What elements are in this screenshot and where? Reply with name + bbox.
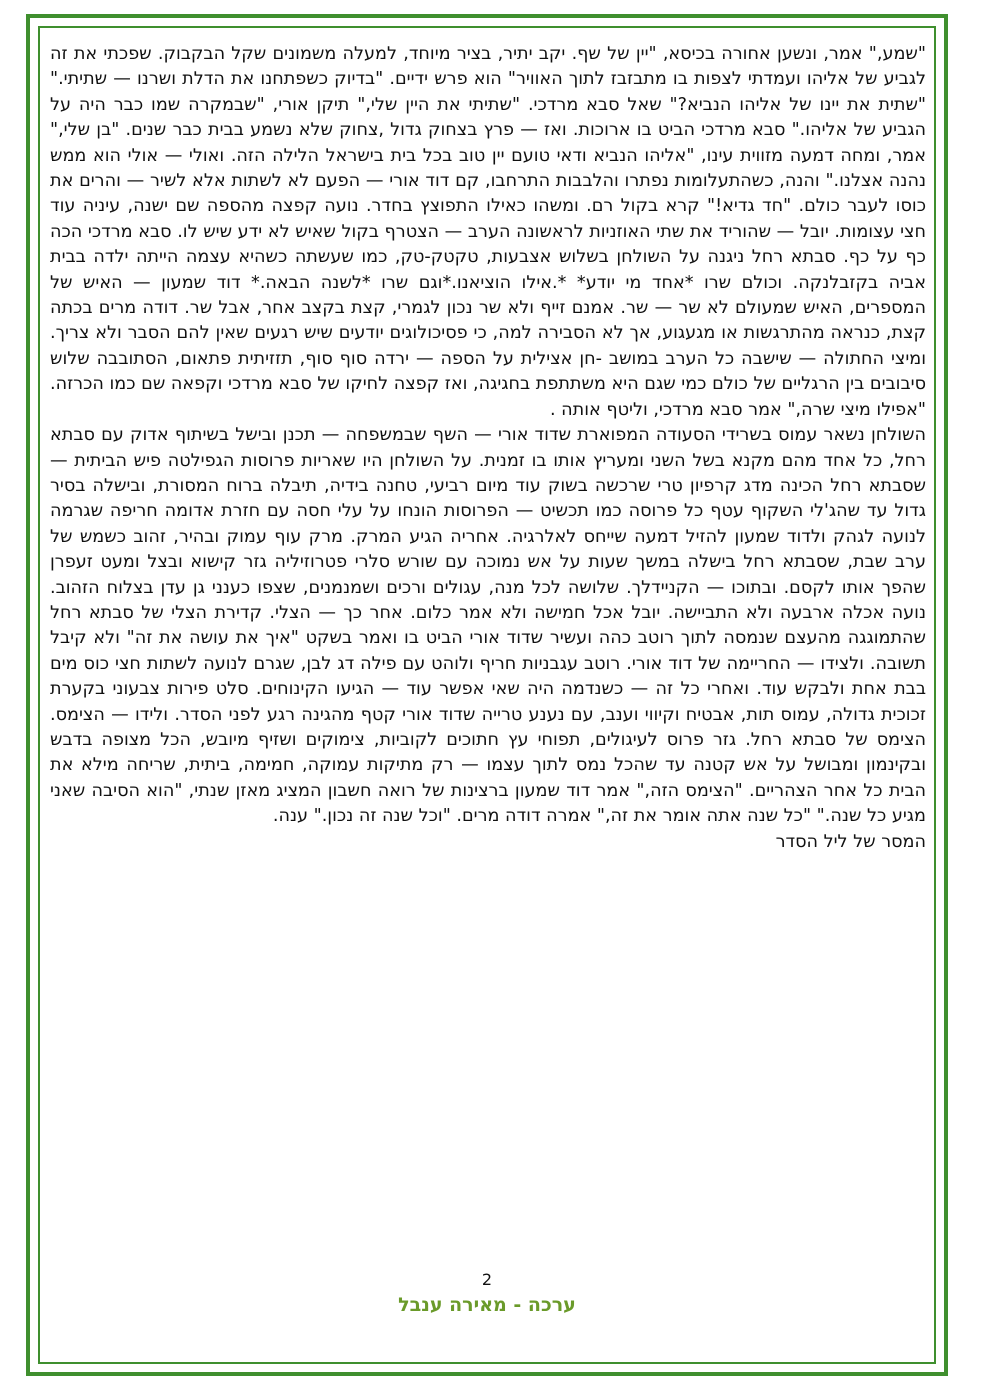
page-number: 2 xyxy=(481,1270,493,1289)
editor-credit: ערכה - מאירה ענבל xyxy=(398,1294,576,1316)
paragraph-seder-story: "שמע," אמר, ונשען אחורה בכיסא, "יין של שף. יקב יתיר, בציר מיוחד, למעלה משמונים שקל הבקבוק. שפכתי את זה לגביע של אליהו ועמדתי לצפות בו מתבזבז לתוך האוויר" הוא פרש ידיים. "בדיוק כשפתחנו את הדלת ושרנו — שתיתי." "שתית את יינו של אליהו הנביא?" שאל סבא מרדכי. "שתיתי את היין שלי," תיקן אורי, "שבמקרה שמו כבר היה על הגביע של אליהו." סבא מרדכי הביט בו ארוכות. ואז — פרץ בצחוק גדול ,צחוק שלא נשמע בבית כבר שנים. "בן שלי," אמר, ומחה דמעה מזווית עינו, "אליהו הנביא ודאי טועם יין טוב בכל בית בישראל הלילה הזה. ואולי — אולי הוא ממש נהנה אצלנו." והנה, כשהתעלומות נפתרו והלבבות התרחבו, קם דוד אורי — הפעם לא לשתות אלא לשיר — והרים את כוסו לעבר כולם. "חד גדיא!" קרא בקול רם. ומשהו כאילו התפוצץ בחדר. נועה קפצה מהספה שם ישנה, עיניה עוד חצי עצומות. יובל — שהוריד את שתי האוזניות לראשונה הערב — הצטרף בקול שאיש לא ידע שיש לו. סבא מרדכי הכה כף על כף. סבתא רחל ניגנה על השולחן בשלוש אצבעות, טקטק-טק, כמו שעשתה כשהיא עצמה הייתה ילדה בבית אביה בקזבלנקה. וכולם שרו *אחד מי יודע* *.אילו הוציאנו.*וגם שרו *לשנה הבאה.* דוד שמעון — האיש של המספרים, האיש שמעולם לא שר — שר. אמנם זייף ולא שר נכון לגמרי, קצת בקצב אחר, אבל שר. דודה מרים בכתה קצת, כנראה מהתרגשות או מגעגוע, אך לא הסבירה למה, כי פסיכולוגים יודעים שיש רגעים שאין להם הסבר ולא צריך. ומיצי החתולה — שישבה כל הערב במושב -חן אצילית על הספה — ירדה סוף סוף, תזזיתית פתאום, הסתובבה שלוש סיבובים בין הרגליים של כולם כמי שגם היא משתתפת בחגיגה, ואז קפצה לחיקו של סבא מרדכי וקפאה שם כמו הכרזה. "אפילו מיצי שרה," אמר סבא מרדכי, וליטף אותה . xyxy=(50,44,926,420)
document-body xyxy=(50,42,926,1252)
paragraph-seder-meal: השולחן נשאר עמוס בשרידי הסעודה המפוארת שדוד אורי — השף שבמשפחה — תכנן ובישל בשיתוף אדוק עם סבתא רחל, כל אחד מהם מקנא בשל השני ומעריץ אותו בו זמנית. על השולחן היו שאריות פרוסות הגפילטה פיש הביתית — שסבתא רחל הכינה מדג קרפיון טרי שרכשה בשוק עוד מיום רביעי, טחנה בידיה, תיבלה ברוח המסורת, ובישלה בסיר גדול עד שהג'לי השקוף עטף כל פרוסה כמו תכשיט — הפרוסות הונחו על עלי חסה עם חזרת אדומה חריפה שגרמה לנועה לגהק ולדוד שמעון להזיל דמעה שייחס לאלרגיה. אחריה הגיע המרק. מרק עוף עמוק ובהיר, זהוב כשמש של ערב שבת, שסבתא רחל בישלה במשך שעות על אש נמוכה עם שורש סלרי פטרוזיליה גזר קישוא ובצל ומעט זעפרן שהפך אותו לקסם. ובתוכו — הקניידלך. שלושה לכל מנה, עגולים ורכים ושמנמנים, שצפו כענני גן עדן בצלוח הזהוב. נועה אכלה ארבעה ולא התביישה. יובל אכל חמישה ולא אמר כלום. אחר כך — הצלי. קדירת הצלי של סבתא רחל שהתמוגגה מהעצם שנמסה לתוך רוטב כהה ועשיר שדוד אורי הביט בו ואמר בשקט "איך את עושה את זה" ולא קיבל תשובה. ולצידו — החריימה של דוד אורי. רוטב עגבניות חריף ולוהט עם פילה דג לבן, שגרם לנועה לשתות חצי כוס מים בבת אחת ולבקש עוד. ואחרי כל זה — כשנדמה היה שאי אפשר עוד — הגיעו הקינוחים. סלט פירות צבעוני בקערת זכוכית גדולה, עמוס תות, אבטיח וקיווי וענב, עם נענע טרייה שדוד אורי קטף מהגינה רגע לפני הסדר. ולידו — הצימס. הצימס של סבתא רחל. גזר פרוס לעיגולים, תפוחי עץ חתוכים לקוביות, צימוקים ושזיף מיובש, הכל מצופה בדבש ובקינמון ומבושל על אש קטנה עד שהכל נמס לתוך עצמו — רק מתיקות עמוקה, חמימה, ביתית, שריחה מילא את הבית כל אחר הצהריים. "הצימס הזה," אמר דוד שמעון ברצינות של רואה חשבון המציג מאזן שנתי, "הוא הסיבה שאני מגיע כל שנה." "כל שנה אתה אומר את זה," אמרה דודה מרים. "וכל שנה זה נכון." ענה. xyxy=(50,425,926,827)
section-heading: המסר של ליל הסדר xyxy=(775,831,926,852)
